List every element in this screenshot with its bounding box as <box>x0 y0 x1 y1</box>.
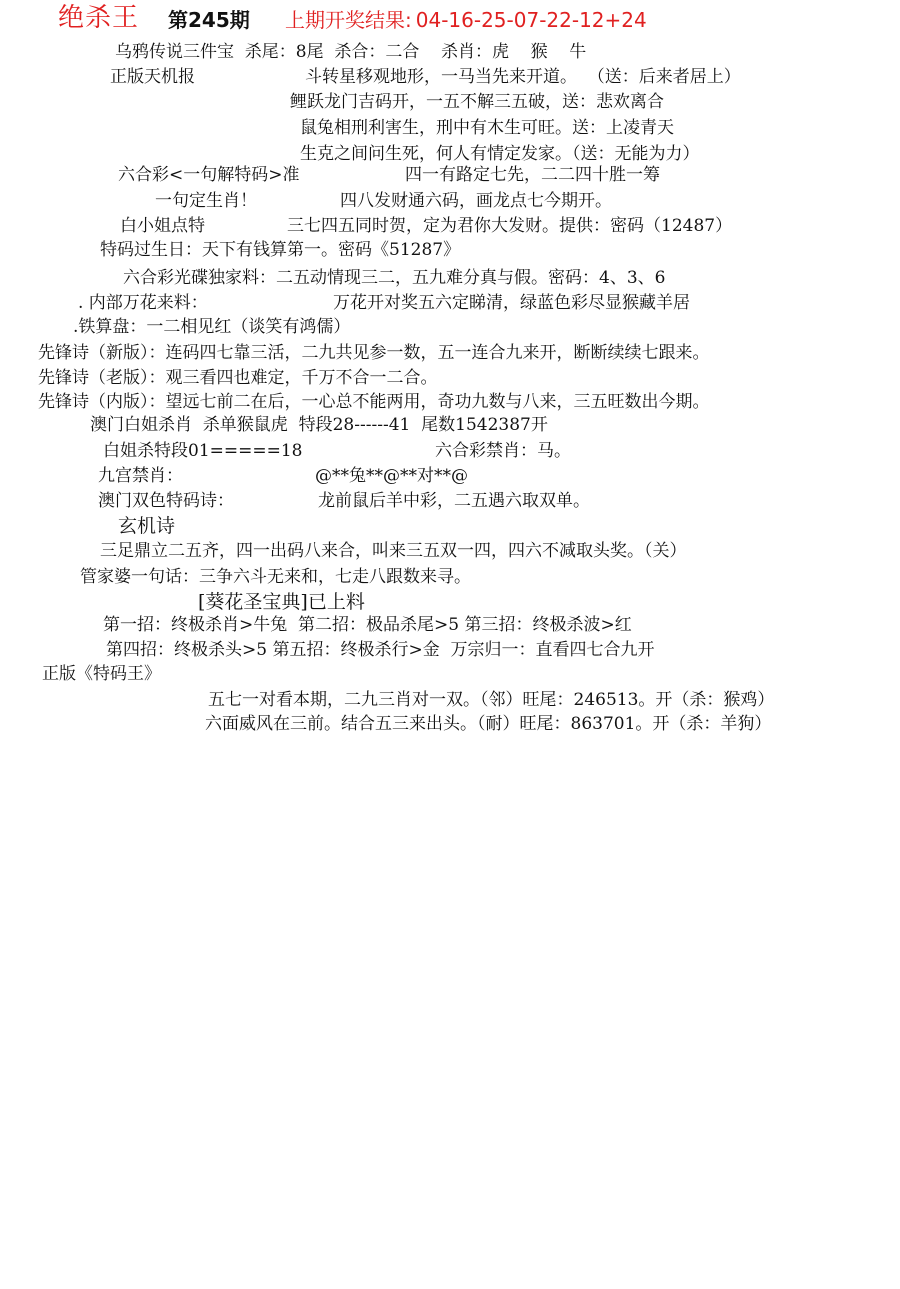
line-jiugong-text: @**兔**@**对**@ <box>315 466 468 486</box>
line-xuanji-poem: 三足鼎立二五齐，四一出码八来合，叫来三五双一四，四六不减取头奖。（关） <box>100 541 687 561</box>
line-one-sentence-text: 四一有路定七先，二二四十胜一筹 <box>405 165 660 185</box>
issue-number: 第245期 <box>168 8 250 32</box>
line-birthday: 特码过生日：天下有钱算第一。密码《51287》 <box>100 240 461 260</box>
line-abacus: .铁算盘：一二相见红（谈笑有鸿儒） <box>73 317 351 337</box>
line-poem-3: 生克之间问生死，何人有情定发家。（送：无能为力） <box>300 144 700 164</box>
line-macau-poem-text: 龙前鼠后羊中彩，二五遇六取双单。 <box>318 491 590 511</box>
line-macau-poem-title: 澳门双色特码诗： <box>98 491 234 511</box>
line-tianji-title: 正版天机报 <box>110 67 195 87</box>
line-poem-1: 鲤跃龙门吉码开，一五不解三五破，送：悲欢离合 <box>290 92 664 112</box>
line-tianji-text: 斗转星移观地形，一马当先来开道。 （送：后来者居上） <box>305 67 741 87</box>
line-poem-2: 鼠兔相刑利害生，刑中有木生可旺。送：上凌青天 <box>300 118 674 138</box>
line-zodiac-text: 四八发财通六码，画龙点七今期开。 <box>340 191 612 211</box>
line-banned-zodiac: 六合彩禁肖：马。 <box>435 441 571 461</box>
line-wanhua-title: . 内部万花来料： <box>78 293 208 313</box>
line-crow-legend: 乌鸦传说三件宝 杀尾：8尾 杀合：二合 杀肖：虎 猴 牛 <box>115 42 587 62</box>
line-tema-king-2: 六面威风在三前。结合五三来出头。（耐）旺尾：863701。开（杀：羊狗） <box>205 714 772 734</box>
last-result <box>285 8 647 32</box>
last-result-numbers: 04-16-25-07-22-12+24 <box>415 8 647 32</box>
line-vanguard-new: 先锋诗（新版）：连码四七靠三活，二九共见参一数，五一连合九来开，断断续续七跟来。 <box>38 343 710 363</box>
line-baixiaojie-text: 三七四五同时贺，定为君你大发财。提供：密码（12487） <box>287 216 733 236</box>
line-vanguard-old: 先锋诗（老版）：观三看四也难定，千万不合一二合。 <box>38 368 438 388</box>
last-result-label: 上期开奖结果: <box>285 8 412 32</box>
brand-title: 绝杀王 <box>58 3 140 33</box>
line-jiugong-title: 九宫禁肖： <box>98 466 183 486</box>
line-moves-4-5: 第四招：终极杀头>5 第五招：终极杀行>金 万宗归一：直看四七合九开 <box>106 640 655 660</box>
line-vanguard-inner: 先锋诗（内版）：望远七前二在后，一心总不能两用，奇功九数与八来，三五旺数出今期。 <box>38 392 710 412</box>
line-moves-1-3: 第一招：终极杀肖>牛兔 第二招：极品杀尾>5 第三招：终极杀波>红 <box>103 615 632 635</box>
line-kuihua-heading: [葵花圣宝典]已上料 <box>198 591 365 613</box>
line-baixiaojie-title: 白小姐点特 <box>120 216 205 236</box>
line-cd-exclusive: 六合彩光碟独家料：二五动情现三二，五九难分真与假。密码：4、3、6 <box>123 268 666 288</box>
line-xuanji-heading: 玄机诗 <box>118 515 176 537</box>
line-baijie-segment: 白姐杀特段01=====18 <box>103 441 303 461</box>
line-one-sentence-title: 六合彩<一句解特码>准 <box>118 165 300 185</box>
line-tema-king-1: 五七一对看本期，二九三肖对一双。（邻）旺尾：246513。开（杀：猴鸡） <box>208 690 775 710</box>
line-wanhua-text: 万花开对奖五六定睇清，绿蓝色彩尽显猴藏羊居 <box>333 293 690 313</box>
line-tema-king-title: 正版《特码王》 <box>42 664 161 684</box>
line-housekeeper: 管家婆一句话：三争六斗无来和，七走八跟数来寻。 <box>80 567 471 587</box>
line-macau-kill: 澳门白姐杀肖 杀单猴鼠虎 特段28------41 尾数1542387开 <box>90 415 548 435</box>
line-zodiac-title: 一句定生肖！ <box>155 191 257 211</box>
